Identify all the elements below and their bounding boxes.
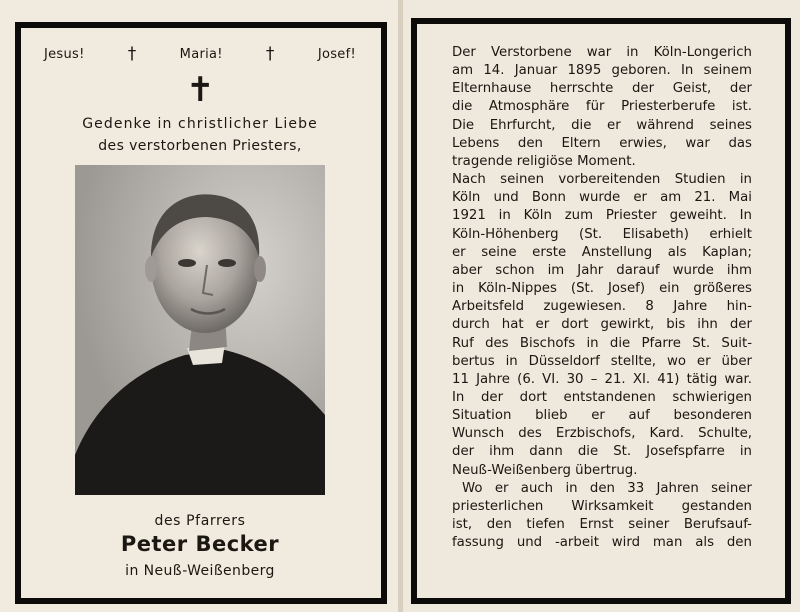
word: Jahre — [476, 371, 510, 387]
text-line — [452, 389, 752, 407]
word: Priester — [605, 208, 657, 224]
word: war. — [724, 371, 752, 387]
word: blieb — [535, 408, 568, 424]
text-line — [452, 407, 752, 425]
word: St. — [613, 444, 632, 460]
word: ist, — [452, 517, 473, 533]
text-line — [452, 226, 752, 244]
text-line — [452, 80, 752, 98]
text-line — [452, 207, 752, 225]
word: ihn — [697, 317, 718, 333]
word: Der — [452, 45, 476, 60]
word: Josef) — [608, 281, 646, 297]
word: Lebens — [452, 135, 500, 151]
word: seinen — [500, 172, 545, 188]
word: während — [636, 117, 694, 133]
word: größeres — [693, 281, 752, 297]
word: der — [480, 389, 504, 405]
word: Bischofs — [519, 335, 576, 351]
text-line — [452, 371, 752, 389]
word: Wirksamkeit — [571, 498, 654, 514]
word: geweiht. — [669, 208, 727, 224]
invocation-line — [44, 44, 356, 64]
word: 1921 — [452, 208, 486, 224]
text-line — [452, 135, 752, 153]
word: durch — [452, 317, 490, 333]
word: des — [518, 426, 542, 442]
word: herrschte — [549, 81, 614, 97]
word: Anstellung — [581, 244, 653, 260]
word: der — [631, 81, 655, 97]
text-line — [452, 189, 752, 207]
word: Düsseldorf — [528, 353, 600, 369]
word: am — [660, 190, 682, 206]
word: auf — [628, 408, 650, 424]
word: Atmosphäre — [488, 99, 570, 115]
word: der — [729, 81, 752, 97]
word: dort — [561, 317, 589, 333]
word: Ernst — [579, 517, 614, 533]
text-line — [452, 62, 752, 80]
word: in — [565, 480, 578, 496]
word: den — [486, 517, 512, 533]
word: Januar — [514, 63, 558, 79]
word: Josefspfarre — [646, 444, 725, 460]
word: Ehrfurcht, — [489, 117, 556, 133]
word: Kard. — [649, 426, 685, 442]
word: im — [547, 262, 565, 278]
word: er — [452, 244, 466, 260]
word: Kaplan; — [702, 244, 752, 260]
text-line — [452, 353, 752, 371]
word: fassung — [452, 535, 504, 551]
word: er — [696, 353, 711, 369]
word: 14. — [483, 63, 505, 79]
word: Berufsauf- — [683, 517, 752, 533]
word: Ruf — [452, 335, 474, 351]
word: die — [609, 335, 631, 351]
text-line: Neuß-Weißenberg übertrug. — [452, 462, 638, 478]
remembrance-line-1: Gedenke in christlicher Liebe — [82, 116, 318, 132]
text-line — [452, 316, 752, 334]
word: er — [607, 117, 621, 133]
text-line — [452, 335, 752, 353]
word: In — [680, 63, 694, 79]
word: schwierigen — [672, 389, 752, 405]
text-line — [452, 262, 752, 280]
word: Elternhause — [452, 81, 532, 97]
word: Jahr — [577, 262, 604, 278]
text-line — [452, 443, 752, 461]
word: Köln — [452, 190, 481, 206]
word: In — [452, 389, 465, 405]
word: Köln-Höhenberg — [452, 226, 559, 242]
word: in — [452, 281, 465, 297]
word: in — [739, 172, 752, 188]
word: Verstorbene — [490, 45, 572, 60]
word: 11 — [452, 371, 469, 387]
invocation-josef: Josef! — [317, 47, 356, 62]
remembrance-line-2: des verstorbenen Priesters, — [98, 138, 302, 154]
word: 1895 — [567, 63, 602, 79]
text-line — [452, 44, 752, 62]
word: in — [505, 353, 518, 369]
word: schon — [495, 262, 535, 278]
word: In — [739, 208, 752, 224]
text-line — [452, 425, 752, 443]
word: Eltern — [561, 135, 601, 151]
text-line — [452, 244, 752, 262]
word: die — [577, 444, 599, 460]
word: VI. — [542, 371, 560, 387]
invocation-jesus: Jesus! — [44, 47, 85, 62]
word: für — [585, 99, 605, 115]
word: (St. — [570, 281, 594, 297]
word: erwies, — [619, 135, 667, 151]
word: Wunsch — [452, 426, 505, 442]
word: Schulte, — [698, 426, 752, 442]
word: den — [517, 135, 543, 151]
text-line — [452, 498, 752, 516]
word: ein — [659, 281, 680, 297]
word: in — [498, 208, 511, 224]
word: 41) — [657, 371, 680, 387]
text-line — [452, 171, 752, 189]
large-cross-icon: ✝ — [186, 70, 215, 110]
word: tätig — [686, 371, 718, 387]
word: den — [726, 535, 752, 551]
word: war — [586, 45, 612, 60]
text-line — [452, 298, 752, 316]
word: Nach — [452, 172, 486, 188]
word: – — [590, 371, 598, 387]
word: Studien — [674, 172, 726, 188]
word: darauf — [616, 262, 660, 278]
word: wurde — [672, 262, 714, 278]
word: der — [452, 444, 475, 460]
word: bertus — [452, 353, 495, 369]
word: Köln-Nippes — [478, 281, 557, 297]
word: Geist, — [672, 81, 712, 97]
word: 30 — [566, 371, 584, 387]
parish-place: in Neuß-Weißenberg — [125, 563, 275, 579]
word: 33 — [627, 480, 645, 496]
name-intro: des Pfarrers — [154, 513, 246, 529]
word: gestanden — [681, 498, 752, 514]
word: das — [728, 135, 752, 151]
word: zugewiesen. — [543, 299, 626, 315]
invocation-maria: Maria! — [179, 47, 223, 62]
word: Priesterberufe — [621, 99, 716, 115]
word: zum — [564, 208, 594, 224]
word: wird — [611, 535, 641, 551]
word: 21. — [604, 371, 626, 387]
word: dann — [529, 444, 563, 460]
text-line: tragende religiöse Moment. — [452, 153, 636, 169]
word: in — [739, 444, 752, 460]
word: vorbereitenden — [558, 172, 661, 188]
word: Bonn — [531, 190, 566, 206]
word: er — [494, 480, 509, 496]
word: in — [626, 45, 639, 60]
word: hat — [501, 317, 524, 333]
word: seiner — [711, 480, 752, 496]
small-cross-icon: † — [127, 44, 137, 64]
word: Pfarre — [641, 335, 681, 351]
small-cross-icon: † — [265, 44, 275, 64]
biography-text — [452, 44, 752, 552]
text-line — [452, 534, 752, 552]
priest-portrait-photo — [75, 165, 325, 495]
word: seinem — [703, 63, 752, 79]
word: besonderen — [673, 408, 752, 424]
word: den — [589, 480, 615, 496]
text-line — [452, 98, 752, 116]
word: Köln-Longerich — [653, 45, 752, 60]
word: Arbeitsfeld — [452, 299, 525, 315]
word: er — [633, 190, 648, 206]
word: seine — [481, 244, 517, 260]
word: St. — [692, 335, 711, 351]
word: und — [516, 535, 543, 551]
word: 8 — [645, 299, 654, 315]
word: tiefen — [526, 517, 565, 533]
word: in — [586, 335, 599, 351]
word: wurde — [579, 190, 621, 206]
word: ist. — [731, 99, 752, 115]
word: Elisabeth) — [622, 226, 689, 242]
word: Jahre — [673, 299, 708, 315]
word: Jahren — [656, 480, 699, 496]
word: 21. — [694, 190, 716, 206]
word: bis — [666, 317, 686, 333]
word: Die — [452, 117, 475, 133]
text-line — [452, 516, 752, 534]
word: er — [591, 408, 605, 424]
word: am — [452, 63, 474, 79]
word: hin- — [726, 299, 752, 315]
word: (6. — [517, 371, 535, 387]
word: er — [535, 317, 550, 333]
word: (St. — [579, 226, 603, 242]
word: XI. — [632, 371, 651, 387]
word: entstandenen — [563, 389, 656, 405]
word: Wo — [462, 480, 483, 496]
word: war — [685, 135, 710, 151]
text-line — [452, 117, 752, 135]
word: auch — [520, 480, 554, 496]
word: und — [493, 190, 519, 206]
word: Köln — [523, 208, 552, 224]
word: Suit- — [721, 335, 752, 351]
word: des — [485, 335, 509, 351]
word: Mai — [728, 190, 752, 206]
word: seiner — [628, 517, 670, 533]
text-line — [452, 480, 752, 498]
word: als — [667, 244, 687, 260]
word: die — [571, 117, 592, 133]
word: über — [721, 353, 752, 369]
word: erste — [532, 244, 567, 260]
word: man — [652, 535, 683, 551]
word: ihm — [726, 262, 752, 278]
word: priesterlichen — [452, 498, 544, 514]
word: Situation — [452, 408, 512, 424]
word: der — [729, 317, 752, 333]
word: seines — [709, 117, 752, 133]
word: stellte, — [610, 353, 657, 369]
word: -arbeit — [554, 535, 599, 551]
word: dort — [519, 389, 547, 405]
word: erhielt — [709, 226, 752, 242]
word: gewirkt, — [600, 317, 655, 333]
word: aber — [452, 262, 483, 278]
deceased-name: Peter Becker — [120, 532, 280, 556]
text-line — [452, 280, 752, 298]
word: wo — [666, 353, 686, 369]
word: geboren. — [611, 63, 671, 79]
word: ihm — [489, 444, 515, 460]
word: als — [695, 535, 715, 551]
word: die — [452, 99, 473, 115]
word: Erzbischofs, — [555, 426, 636, 442]
